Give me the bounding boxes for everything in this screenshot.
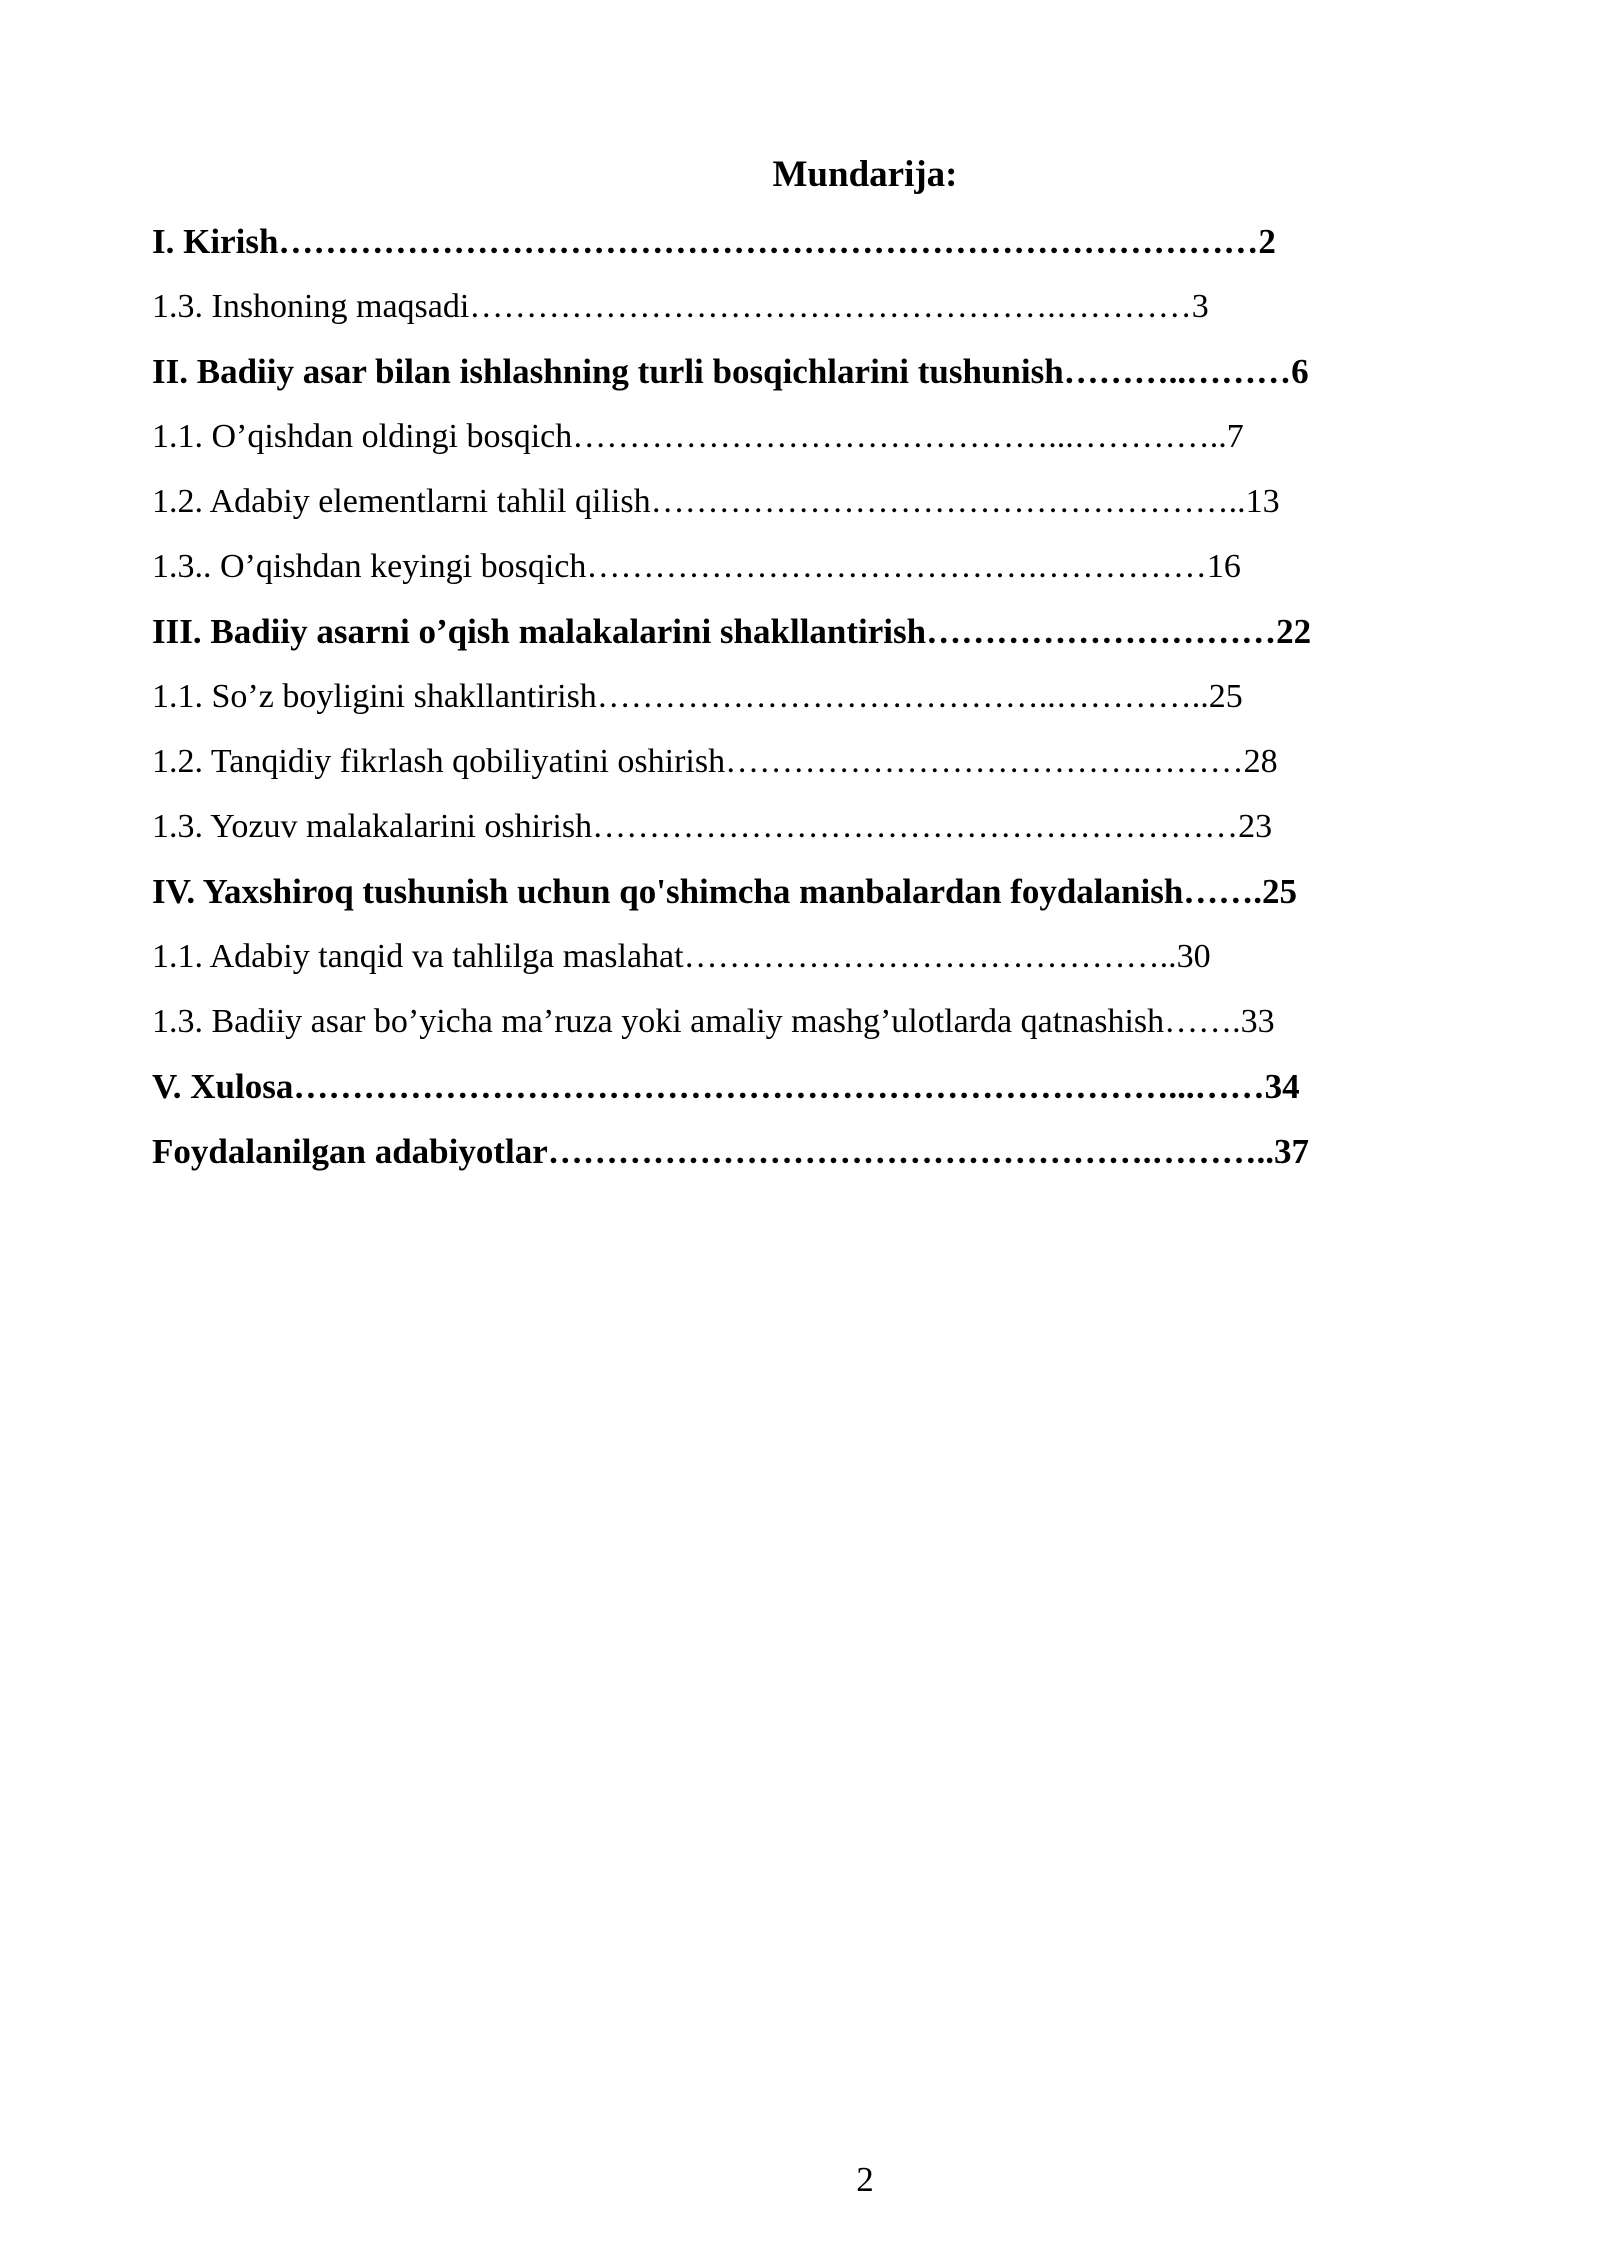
toc-entry-inshoning-maqsadi: 1.3. Inshoning maqsadi…………………………………………….…………3	[152, 288, 1209, 325]
toc-entry-oqishdan-keyingi: 1.3.. O’qishdan keyingi bosqich………………………………….……………16	[152, 548, 1241, 585]
toc-entry-oqishdan-oldingi: 1.1. O’qishdan oldingi bosqich……………………………………...…………..7	[152, 418, 1244, 455]
toc-entry-kirish: I. Kirish…………………………………………………………………………2	[152, 222, 1276, 261]
toc-entry-tanqidiy-fikrlash: 1.2. Tanqidiy fikrlash qobiliyatini oshirish……………………………….………28	[152, 743, 1278, 780]
toc-entry-maruza: 1.3. Badiiy asar bo’yicha ma’ruza yoki amaliy mashg’ulotlarda qatnashish…….33	[152, 1003, 1275, 1040]
page-number: 2	[856, 2160, 874, 2199]
toc-entry-section-3: III. Badiiy asarni o’qish malakalarini shakllantirish…………………………22	[152, 612, 1312, 651]
toc-entry-adabiy-elementlar: 1.2. Adabiy elementlarni tahlil qilish……………………………………………..13	[152, 483, 1280, 520]
toc-entry-adabiy-tanqid: 1.1. Adabiy tanqid va tahlilga maslahat……………………………………..30	[152, 938, 1211, 975]
toc-entry-xulosa: V. Xulosa…………………………………………………………………...……34	[152, 1067, 1300, 1106]
toc-entry-section-2: II. Badiiy asar bilan ishlashning turli bosqichlarini tushunish………..………6	[152, 352, 1309, 391]
toc-entry-adabiyotlar: Foydalanilgan adabiyotlar…………………………………………….………..37	[152, 1132, 1310, 1171]
toc-entry-yozuv-malakalari: 1.3. Yozuv malakalarini oshirish…………………………………………………23	[152, 808, 1273, 845]
page-title: Mundarija:	[772, 154, 958, 195]
table-of-contents	[152, 215, 1412, 1190]
toc-entry-soz-boyligi: 1.1. So’z boyligini shakllantirish…………………………………..…………..25	[152, 678, 1243, 715]
toc-entry-section-4: IV. Yaxshiroq tushunish uchun qo'shimcha manbalardan foydalanish…….25	[152, 872, 1298, 911]
